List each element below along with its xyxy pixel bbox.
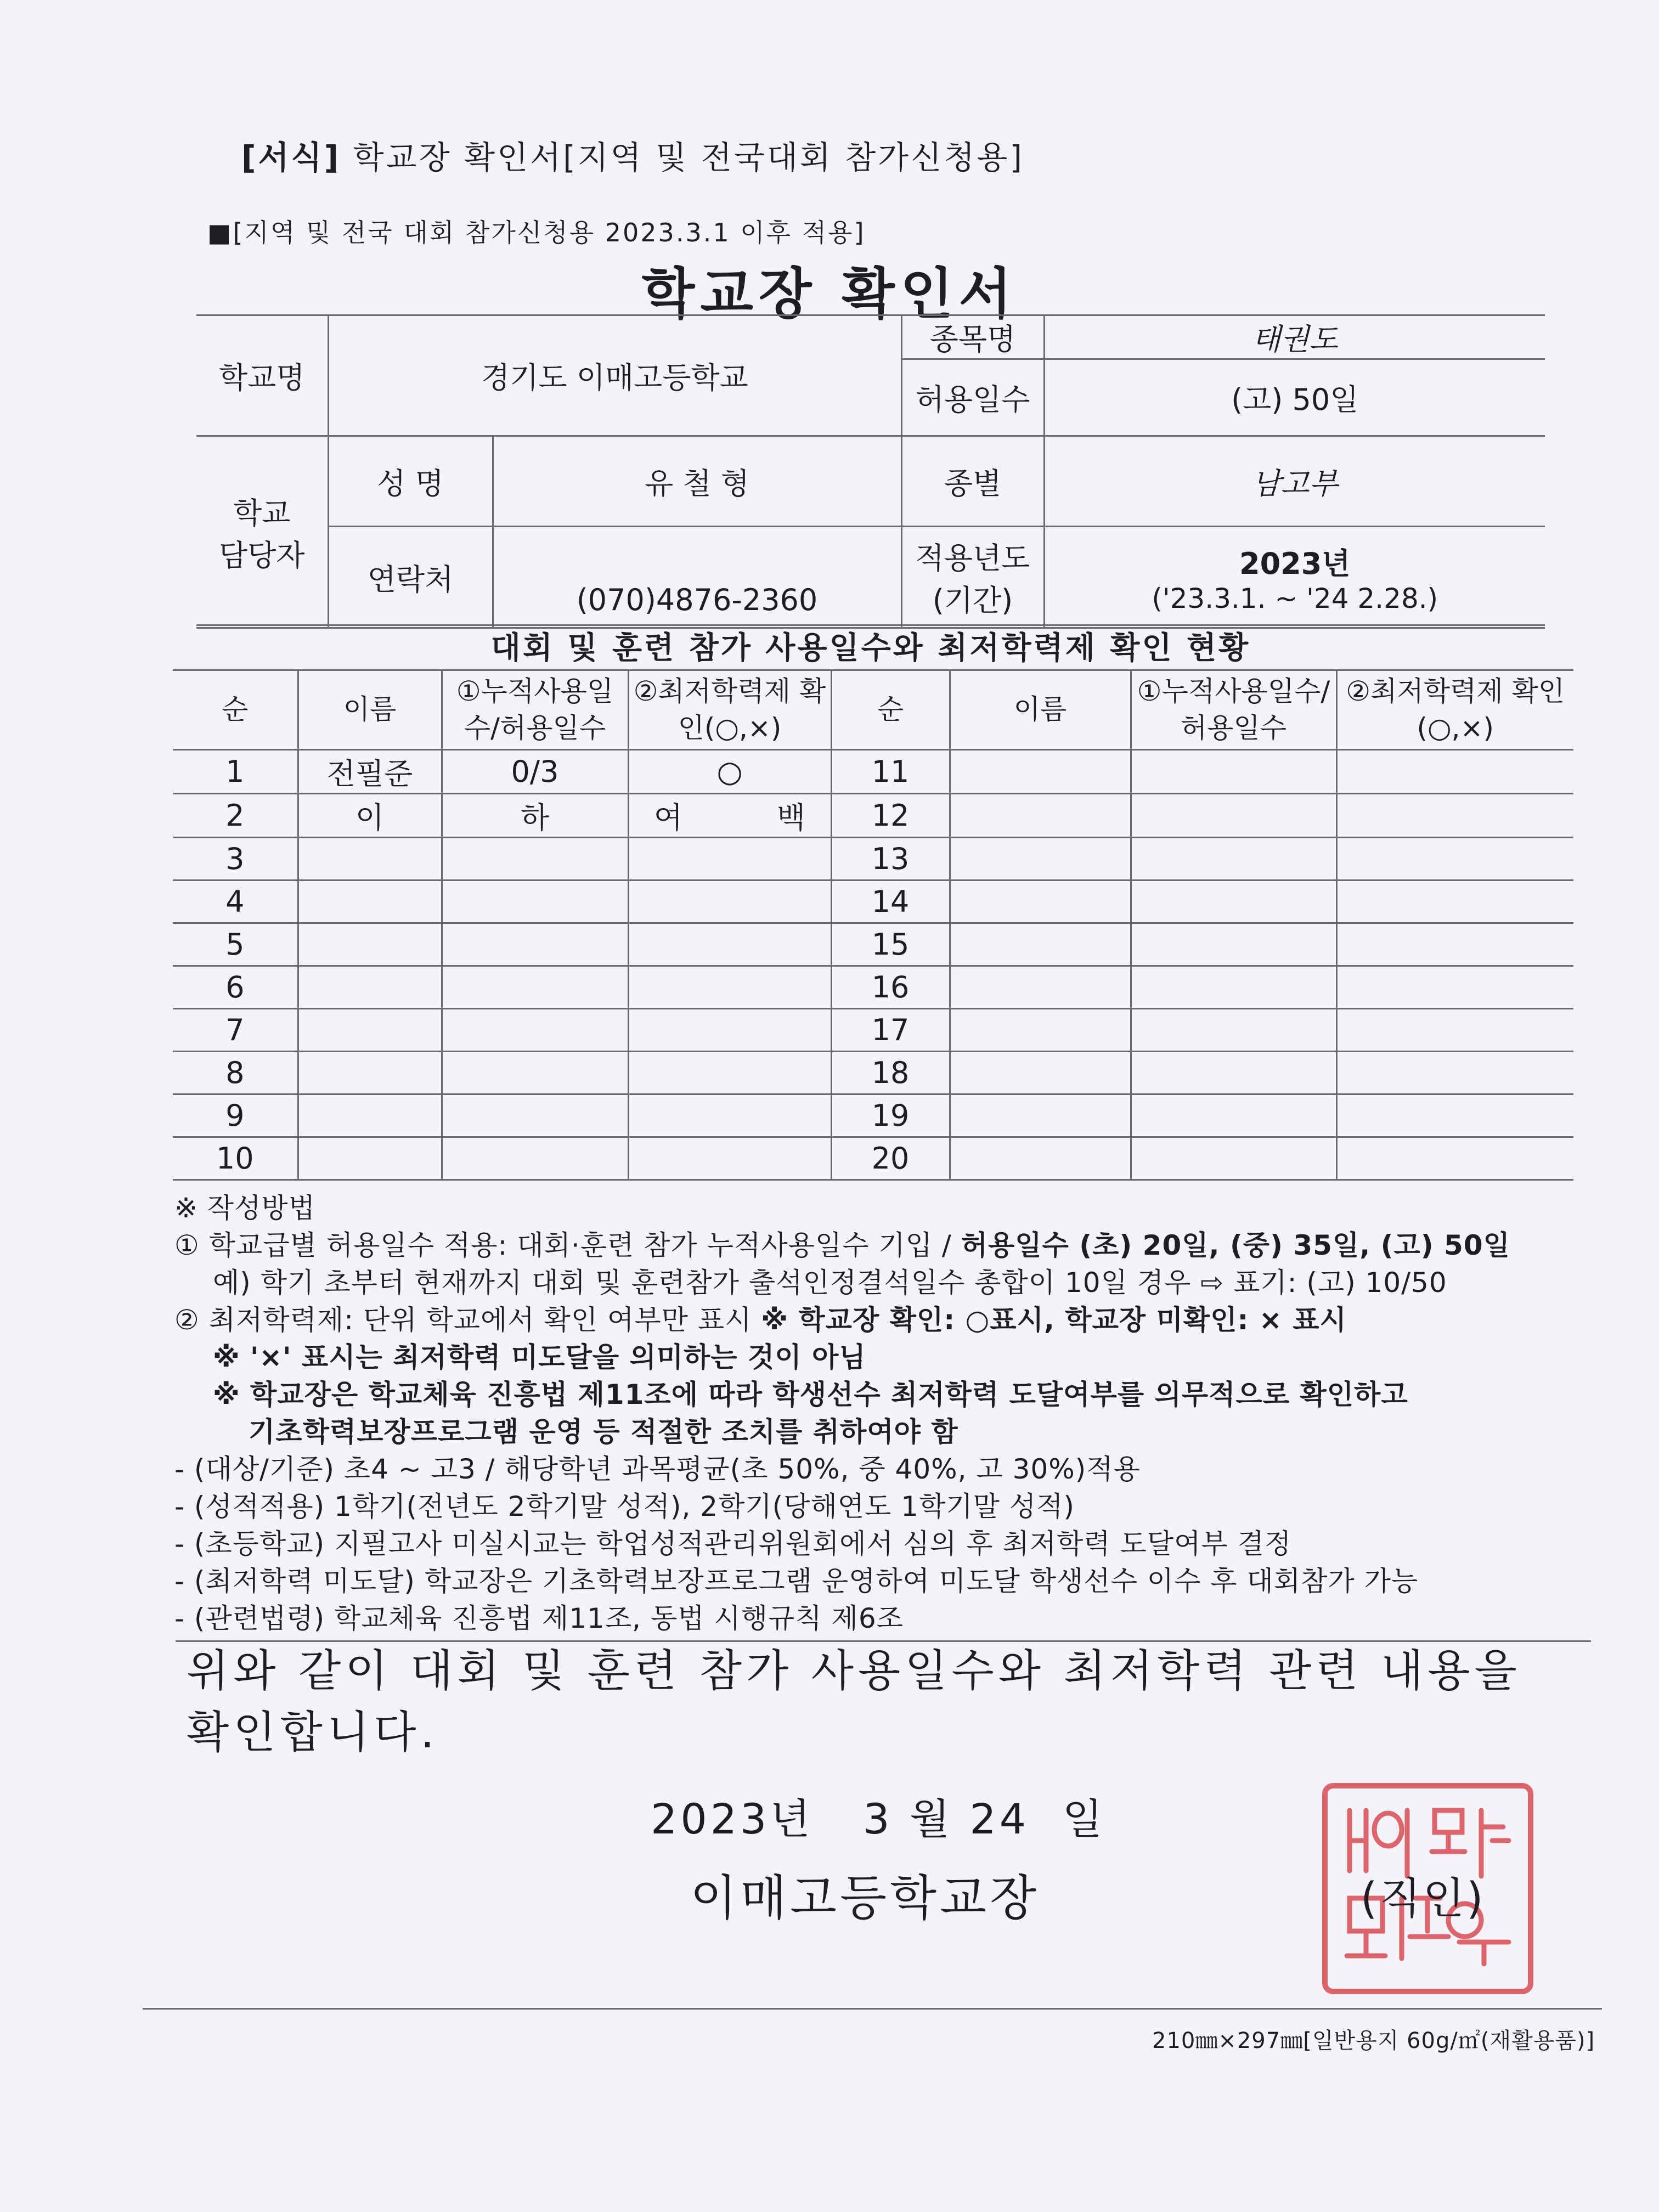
row-no: 4 xyxy=(173,881,298,923)
school-name-label: 학교명 xyxy=(196,315,328,436)
category-value: 남고부 xyxy=(1044,436,1545,527)
row-name: 이 xyxy=(298,794,442,838)
row-name-right xyxy=(950,750,1131,794)
row-check-right xyxy=(1336,1094,1573,1137)
row-no: 6 xyxy=(173,966,298,1009)
phone-label: 연락처 xyxy=(328,527,493,628)
allowed-days-label: 허용일수 xyxy=(901,359,1044,436)
row-days xyxy=(442,1137,628,1180)
row-check-right xyxy=(1336,1137,1573,1180)
row-no-right: 11 xyxy=(831,750,950,794)
header-no: 순 xyxy=(173,670,298,750)
header-days-2: ①누적사용일수/허용일수 xyxy=(1131,670,1336,750)
header-days: ①누적사용일수/허용일수 xyxy=(442,670,628,750)
row-check xyxy=(628,881,831,923)
row-no: 10 xyxy=(173,1137,298,1180)
table-row xyxy=(173,1137,1573,1180)
table-row xyxy=(173,794,1573,838)
row-no-right: 13 xyxy=(831,838,950,881)
divider-bottom xyxy=(143,2008,1602,2010)
header-name: 이름 xyxy=(298,670,442,750)
row-name xyxy=(298,966,442,1009)
row-check-right xyxy=(1336,923,1573,966)
row-no-right: 16 xyxy=(831,966,950,1009)
phone-value: (070)4876-2360 xyxy=(493,527,901,628)
paper-size-note: 210㎜×297㎜[일반용지 60g/㎡(재활용품)] xyxy=(1152,2028,1595,2053)
note-2-text: ② 최저학력제: 단위 학교에서 확인 여부만 표시 xyxy=(174,1304,761,1336)
document-title: 학교장 확인서 xyxy=(641,262,1018,326)
allowed-days-value: (고) 50일 xyxy=(1044,359,1545,436)
note-2 xyxy=(174,1301,1510,1339)
row-days xyxy=(442,966,628,1009)
row-check-right xyxy=(1336,750,1573,794)
school-info-table xyxy=(196,314,1545,629)
row-name-right xyxy=(950,881,1131,923)
detail-5: - (관련법령) 학교체육 진흥법 제11조, 동법 시행규칙 제6조 xyxy=(174,1602,904,1634)
event-label: 종목명 xyxy=(901,315,1044,359)
table-row xyxy=(173,1009,1573,1052)
contact-name: 유 철 형 xyxy=(493,436,901,527)
note-1-bold: 허용일수 (초) 20일, (중) 35일, (고) 50일 xyxy=(961,1229,1510,1261)
row-days xyxy=(442,1094,628,1137)
note-2-bold: ※ 학교장 확인: ○표시, 학교장 미확인: × 표시 xyxy=(761,1304,1347,1336)
header-check: ②최저학력제 확인(○,×) xyxy=(628,670,831,750)
table-row xyxy=(173,1094,1573,1137)
row-check xyxy=(628,1052,831,1094)
row-check-right xyxy=(1336,966,1573,1009)
row-days-right xyxy=(1131,923,1336,966)
period-value: ('23.3.1. ~ '24 2.28.) xyxy=(1152,582,1438,614)
row-days-right xyxy=(1131,966,1336,1009)
row-no: 1 xyxy=(173,750,298,794)
row-no: 9 xyxy=(173,1094,298,1137)
detail-3: - (초등학교) 지필고사 미실시교는 학업성적관리위원회에서 심의 후 최저학력 도달여부 결정 xyxy=(174,1528,1292,1560)
row-no-right: 14 xyxy=(831,881,950,923)
row-no-right: 19 xyxy=(831,1094,950,1137)
row-name-right xyxy=(950,838,1131,881)
row-no: 2 xyxy=(173,794,298,838)
row-days xyxy=(442,923,628,966)
row-days xyxy=(442,838,628,881)
note-4-cont: 기초학력보장프로그램 운영 등 적절한 조치를 취하여야 함 xyxy=(249,1416,958,1448)
row-no-right: 20 xyxy=(831,1137,950,1180)
form-tag: [서식] xyxy=(241,139,341,176)
row-check xyxy=(628,1137,831,1180)
row-days xyxy=(442,1009,628,1052)
row-check: 여 백 xyxy=(628,794,831,838)
year-cell xyxy=(1044,527,1545,628)
year-label: 적용년도 (기간) xyxy=(901,527,1044,628)
confirmation-date: 2023년 3 월 24 일 xyxy=(651,1795,1106,1843)
table-row xyxy=(173,923,1573,966)
row-name xyxy=(298,923,442,966)
row-check xyxy=(628,838,831,881)
row-days-right xyxy=(1131,881,1336,923)
row-name-right xyxy=(950,1009,1131,1052)
event-value: 태권도 xyxy=(1044,315,1545,359)
row-name-right xyxy=(950,794,1131,838)
row-name xyxy=(298,881,442,923)
header-no-2: 순 xyxy=(831,670,950,750)
header-name-2: 이름 xyxy=(950,670,1131,750)
row-name-right xyxy=(950,966,1131,1009)
table-row xyxy=(173,838,1573,881)
row-days-right xyxy=(1131,838,1336,881)
table-row xyxy=(173,750,1573,794)
row-name xyxy=(298,1052,442,1094)
row-name-right xyxy=(950,923,1131,966)
row-name: 전필준 xyxy=(298,750,442,794)
header-check-2: ②최저학력제 확인(○,×) xyxy=(1336,670,1573,750)
row-no-right: 17 xyxy=(831,1009,950,1052)
row-name-right xyxy=(950,1137,1131,1180)
detail-2: - (성적적용) 1학기(전년도 2학기말 성적), 2학기(당해연도 1학기말 성적) xyxy=(174,1491,1075,1522)
row-check xyxy=(628,966,831,1009)
row-check-right xyxy=(1336,794,1573,838)
row-check-right xyxy=(1336,1009,1573,1052)
row-days: 하 xyxy=(442,794,628,838)
row-no-right: 15 xyxy=(831,923,950,966)
row-no-right: 12 xyxy=(831,794,950,838)
row-check: ○ xyxy=(628,750,831,794)
seal-label: (직인) xyxy=(1361,1874,1486,1923)
note-1 xyxy=(174,1227,1510,1264)
row-name xyxy=(298,1137,442,1180)
form-caption-text: 학교장 확인서[지역 및 전국대회 참가신청용] xyxy=(353,139,1025,176)
row-name xyxy=(298,838,442,881)
row-no-right: 18 xyxy=(831,1052,950,1094)
note-3: ※ '×' 표시는 최저학력 미도달을 의미하는 것이 아님 xyxy=(213,1341,866,1373)
row-no: 8 xyxy=(173,1052,298,1094)
status-table xyxy=(173,669,1573,1181)
table-row xyxy=(173,1052,1573,1094)
row-no: 7 xyxy=(173,1009,298,1052)
row-no: 5 xyxy=(173,923,298,966)
row-name xyxy=(298,1094,442,1137)
row-days-right xyxy=(1131,750,1336,794)
note-4: ※ 학교장은 학교체육 진흥법 제11조에 따라 학생선수 최저학력 도달여부를 의무적으로 확인하고 xyxy=(213,1379,1408,1410)
detail-4: - (최저학력 미도달) 학교장은 기초학력보장프로그램 운영하여 미도달 학생선수 이수 후 대회참가 가능 xyxy=(174,1565,1419,1597)
row-check-right xyxy=(1336,1052,1573,1094)
row-check-right xyxy=(1336,881,1573,923)
school-name: 경기도 이매고등학교 xyxy=(328,315,901,436)
row-days-right xyxy=(1131,1137,1336,1180)
row-check xyxy=(628,1009,831,1052)
principal-title: 이매고등학교장 xyxy=(690,1870,1040,1926)
row-days-right xyxy=(1131,1094,1336,1137)
row-check-right xyxy=(1336,838,1573,881)
row-days-right xyxy=(1131,1052,1336,1094)
form-caption xyxy=(241,132,1024,178)
row-check xyxy=(628,1094,831,1137)
status-table-title: 대회 및 훈련 참가 사용일수와 최저학력제 확인 현황 xyxy=(196,624,1545,671)
row-days-right xyxy=(1131,1009,1336,1052)
row-name-right xyxy=(950,1094,1131,1137)
table-row xyxy=(173,966,1573,1009)
applies-note: ■[지역 및 전국 대회 참가신청용 2023.3.1 이후 적용] xyxy=(207,218,866,247)
year-value: 2023년 xyxy=(1239,546,1351,581)
confirmation-text: 위와 같이 대회 및 훈련 참가 사용일수와 최저학력 관련 내용을 확인합니다. xyxy=(187,1645,1521,1758)
row-name xyxy=(298,1009,442,1052)
note-1-example: 예) 학기 초부터 현재까지 대회 및 훈련참가 출석인정결석일수 총합이 10일 경우 ⇨ 표기: (고) 10/50 xyxy=(213,1267,1447,1299)
detail-1: - (대상/기준) 초4 ~ 고3 / 해당학년 과목평균(초 50%, 중 40%, 고 30%)적용 xyxy=(174,1453,1141,1485)
row-days: 0/3 xyxy=(442,750,628,794)
note-1-text: ① 학교급별 허용일수 적용: 대회·훈련 참가 누적사용일수 기입 / xyxy=(174,1229,961,1261)
row-days xyxy=(442,1052,628,1094)
row-days-right xyxy=(1131,794,1336,838)
category-label: 종별 xyxy=(901,436,1044,527)
row-check xyxy=(628,923,831,966)
name-label: 성 명 xyxy=(328,436,493,527)
table-row xyxy=(173,881,1573,923)
instructions-heading: ※ 작성방법 xyxy=(174,1192,315,1224)
row-no: 3 xyxy=(173,838,298,881)
contact-person-label: 학교 담당자 xyxy=(196,436,328,628)
row-days xyxy=(442,881,628,923)
instructions xyxy=(174,1189,1510,1637)
row-name-right xyxy=(950,1052,1131,1094)
